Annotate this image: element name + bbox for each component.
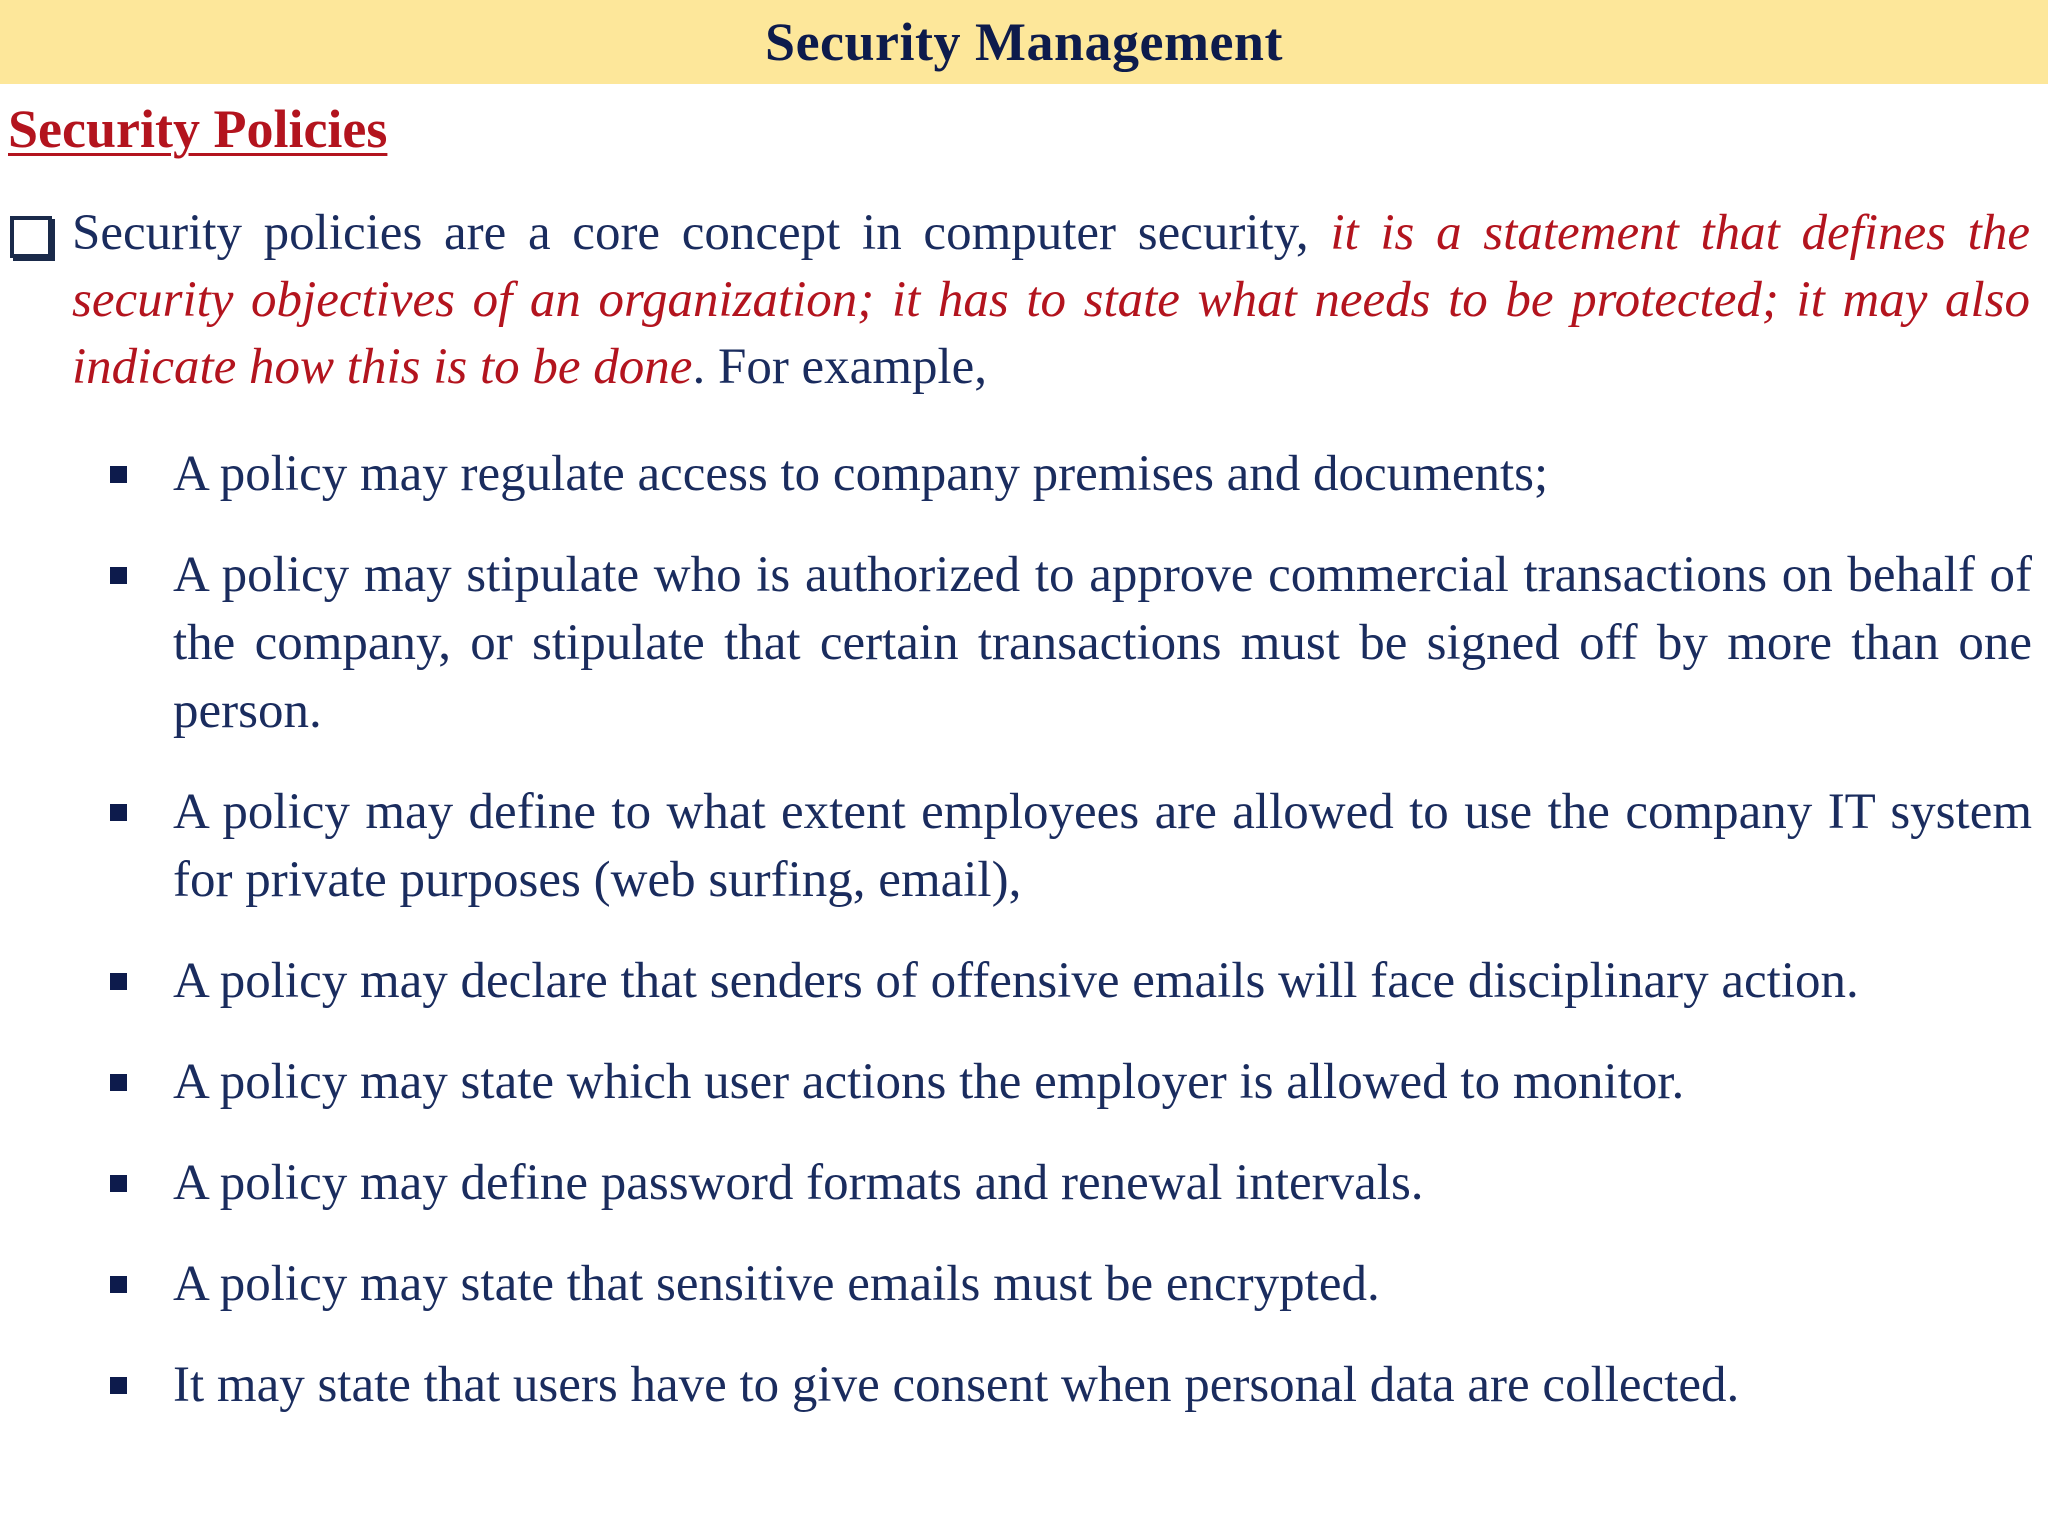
list-item-text: A policy may state that sensitive emails must be encrypted.	[173, 1256, 1380, 1312]
square-bullet-icon	[110, 466, 127, 483]
list-item-text: A policy may stipulate who is authorized to approve commercial transactions on behalf of the company, or stipulate that certain transactions must be signed off by more than one person.	[173, 547, 2032, 739]
slide-title: Security Management	[765, 12, 1283, 72]
list-item-text: A policy may define password formats and renewal intervals.	[173, 1155, 1424, 1211]
list-item	[110, 1048, 2032, 1116]
list-item	[110, 541, 2032, 745]
square-bullet-icon	[110, 973, 127, 990]
policy-examples-list	[110, 440, 2032, 1452]
list-item	[110, 778, 2032, 914]
list-item-text: It may state that users have to give consent when personal data are collected.	[173, 1357, 1740, 1413]
list-item	[110, 1250, 2032, 1318]
square-bullet-icon	[110, 1377, 127, 1394]
list-item	[110, 1351, 2032, 1419]
square-bullet-icon	[110, 804, 127, 821]
list-item	[110, 440, 2032, 508]
list-item-text: A policy may regulate access to company premises and documents;	[173, 446, 1549, 502]
intro-plain-end: . For example,	[692, 339, 988, 395]
intro-emphasis: it is a statement that defines the security objectives of an organization; it has to state what needs to be protected; it may also indicate how this is to be done	[72, 205, 2030, 395]
square-bullet-icon	[110, 567, 127, 584]
list-item-text: A policy may declare that senders of offensive emails will face disciplinary action.	[173, 953, 1859, 1009]
intro-text	[72, 200, 2030, 401]
intro-paragraph	[10, 200, 2030, 401]
square-bullet-icon	[110, 1175, 127, 1192]
list-item-text: A policy may define to what extent employees are allowed to use the company IT system for private purposes (web surfing, email),	[173, 784, 2032, 908]
section-heading: Security Policies	[8, 99, 388, 159]
square-bullet-icon	[110, 1074, 127, 1091]
list-item-text: A policy may state which user actions the employer is allowed to monitor.	[173, 1054, 1685, 1110]
list-item	[110, 1149, 2032, 1217]
title-bar	[0, 0, 2048, 84]
list-item	[110, 947, 2032, 1015]
intro-plain-start: Security policies are a core concept in computer security,	[72, 205, 1331, 261]
square-bullet-icon	[110, 1276, 127, 1293]
checkbox-icon	[10, 216, 52, 258]
